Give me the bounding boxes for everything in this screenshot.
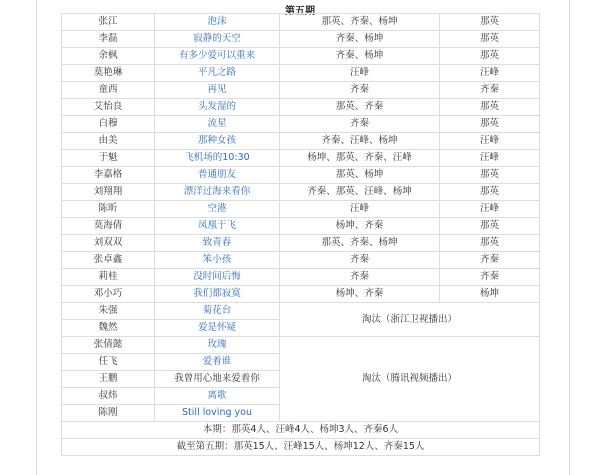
- contestant-name: 王鹏: [62, 371, 155, 388]
- summary-row: [62, 422, 540, 439]
- song-link[interactable]: 没时间后悔: [155, 269, 280, 286]
- table-row: [62, 235, 540, 252]
- contestant-name: 艾怡良: [62, 99, 155, 116]
- song-link[interactable]: 笨小孩: [155, 252, 280, 269]
- left-border: [36, 0, 37, 475]
- contestant-name: 余枫: [62, 48, 155, 65]
- chosen-coach: 杨坤: [440, 286, 540, 303]
- table-row: [62, 167, 540, 184]
- contestant-name: 刘双双: [62, 235, 155, 252]
- table-row: [62, 286, 540, 303]
- chosen-coach: 汪峰: [440, 65, 540, 82]
- contestant-name: 张卓鑫: [62, 252, 155, 269]
- contestant-name: 陈刚: [62, 405, 155, 422]
- turned-coaches: 汪峰: [280, 201, 440, 218]
- turned-coaches: 杨坤、那英、齐秦、汪峰: [280, 150, 440, 167]
- eliminated-row: [62, 303, 540, 320]
- table-row: [62, 184, 540, 201]
- contestant-name: 白穆: [62, 116, 155, 133]
- chosen-coach: 齐秦: [440, 82, 540, 99]
- table-row: [62, 116, 540, 133]
- song-link[interactable]: 漂洋过海来看你: [155, 184, 280, 201]
- contestant-name: 于魁: [62, 150, 155, 167]
- blind-audition-table: [61, 13, 540, 456]
- summary-row: [62, 439, 540, 456]
- song-link[interactable]: Still loving you: [155, 405, 280, 422]
- table-row: [62, 99, 540, 116]
- song-link[interactable]: 致青春: [155, 235, 280, 252]
- contestant-name: 朱强: [62, 303, 155, 320]
- turned-coaches: 齐秦: [280, 252, 440, 269]
- contestant-name: 由美: [62, 133, 155, 150]
- contestant-name: 莉桂: [62, 269, 155, 286]
- chosen-coach: 那英: [440, 99, 540, 116]
- table-row: [62, 201, 540, 218]
- turned-coaches: 齐秦、杨坤: [280, 48, 440, 65]
- turned-coaches: 齐秦: [280, 82, 440, 99]
- table-row: [62, 14, 540, 31]
- turned-coaches: 杨坤、齐秦: [280, 218, 440, 235]
- song-link[interactable]: 那种女孩: [155, 133, 280, 150]
- elimination-note-zhejiang: 淘汰（浙江卫视播出）: [280, 303, 540, 337]
- contestant-name: 李嘉格: [62, 167, 155, 184]
- song-link[interactable]: 离歌: [155, 388, 280, 405]
- song-link[interactable]: 寂静的天空: [155, 31, 280, 48]
- chosen-coach: 那英: [440, 116, 540, 133]
- table-row: [62, 218, 540, 235]
- turned-coaches: 齐秦、那英、汪峰、杨坤: [280, 184, 440, 201]
- chosen-coach: 汪峰: [440, 201, 540, 218]
- song-link[interactable]: 空港: [155, 201, 280, 218]
- turned-coaches: 那英、齐秦、杨坤: [280, 235, 440, 252]
- contestant-name: 任飞: [62, 354, 155, 371]
- chosen-coach: 那英: [440, 14, 540, 31]
- song-link[interactable]: 平凡之路: [155, 65, 280, 82]
- table-row: [62, 269, 540, 286]
- turned-coaches: 汪峰: [280, 65, 440, 82]
- cumulative-summary: 截至第五期：那英15人、汪峰15人、杨坤12人、齐秦15人: [62, 439, 540, 456]
- song-link[interactable]: 飞机场的10:30: [155, 150, 280, 167]
- song-link[interactable]: 流星: [155, 116, 280, 133]
- turned-coaches: 齐秦、杨坤: [280, 31, 440, 48]
- song-link[interactable]: 我们都寂寞: [155, 286, 280, 303]
- song-link[interactable]: 再见: [155, 82, 280, 99]
- contestant-name: 叔炜: [62, 388, 155, 405]
- turned-coaches: 齐秦、汪峰、杨坤: [280, 133, 440, 150]
- chosen-coach: 汪峰: [440, 150, 540, 167]
- turned-coaches: 那英、齐秦、杨坤: [280, 14, 440, 31]
- contestant-name: 莫海倩: [62, 218, 155, 235]
- contestant-name: 魏然: [62, 320, 155, 337]
- song-link[interactable]: 菊花台: [155, 303, 280, 320]
- contestant-name: 张倩懿: [62, 337, 155, 354]
- contestant-name: 张江: [62, 14, 155, 31]
- chosen-coach: 汪峰: [440, 133, 540, 150]
- table-row: [62, 82, 540, 99]
- turned-coaches: 齐秦: [280, 116, 440, 133]
- song-link[interactable]: 爱着谁: [155, 354, 280, 371]
- song-link[interactable]: 有多少爱可以重来: [155, 48, 280, 65]
- contestant-name: 李磊: [62, 31, 155, 48]
- chosen-coach: 那英: [440, 31, 540, 48]
- song-link[interactable]: 泡沫: [155, 14, 280, 31]
- chosen-coach: 那英: [440, 235, 540, 252]
- table-row: [62, 31, 540, 48]
- table-row: [62, 252, 540, 269]
- song-link[interactable]: 凤凰于飞: [155, 218, 280, 235]
- song-link[interactable]: 爱是怀疑: [155, 320, 280, 337]
- contestant-name: 童西: [62, 82, 155, 99]
- episode-title: 第五期: [285, 6, 315, 17]
- turned-coaches: 那英、齐秦: [280, 99, 440, 116]
- table-row: [62, 48, 540, 65]
- chosen-coach: 那英: [440, 218, 540, 235]
- song-link[interactable]: 普通朋友: [155, 167, 280, 184]
- chosen-coach: 齐秦: [440, 252, 540, 269]
- contestant-name: 刘翔翔: [62, 184, 155, 201]
- turned-coaches: 那英、杨坤: [280, 167, 440, 184]
- chosen-coach: 齐秦: [440, 269, 540, 286]
- table-row: [62, 150, 540, 167]
- chosen-coach: 那英: [440, 48, 540, 65]
- table-row: [62, 133, 540, 150]
- elimination-note-tencent: 淘汰（腾讯视频播出）: [280, 337, 540, 422]
- turned-coaches: 杨坤、齐秦: [280, 286, 440, 303]
- contestant-name: 陈昕: [62, 201, 155, 218]
- turned-coaches: 齐秦: [280, 269, 440, 286]
- chosen-coach: 那英: [440, 167, 540, 184]
- table-row: [62, 65, 540, 82]
- chosen-coach: 那英: [440, 184, 540, 201]
- this-episode-summary: 本期：那英4人、汪峰4人、杨坤3人、齐秦6人: [62, 422, 540, 439]
- song-link[interactable]: 头发湿的: [155, 99, 280, 116]
- eliminated-row: [62, 337, 540, 354]
- right-border: [569, 0, 570, 475]
- contestant-name: 莫艳琳: [62, 65, 155, 82]
- contestant-name: 邓小巧: [62, 286, 155, 303]
- song-title: 我曾用心地来爱着你: [155, 371, 280, 388]
- song-link[interactable]: 玫瑰: [155, 337, 280, 354]
